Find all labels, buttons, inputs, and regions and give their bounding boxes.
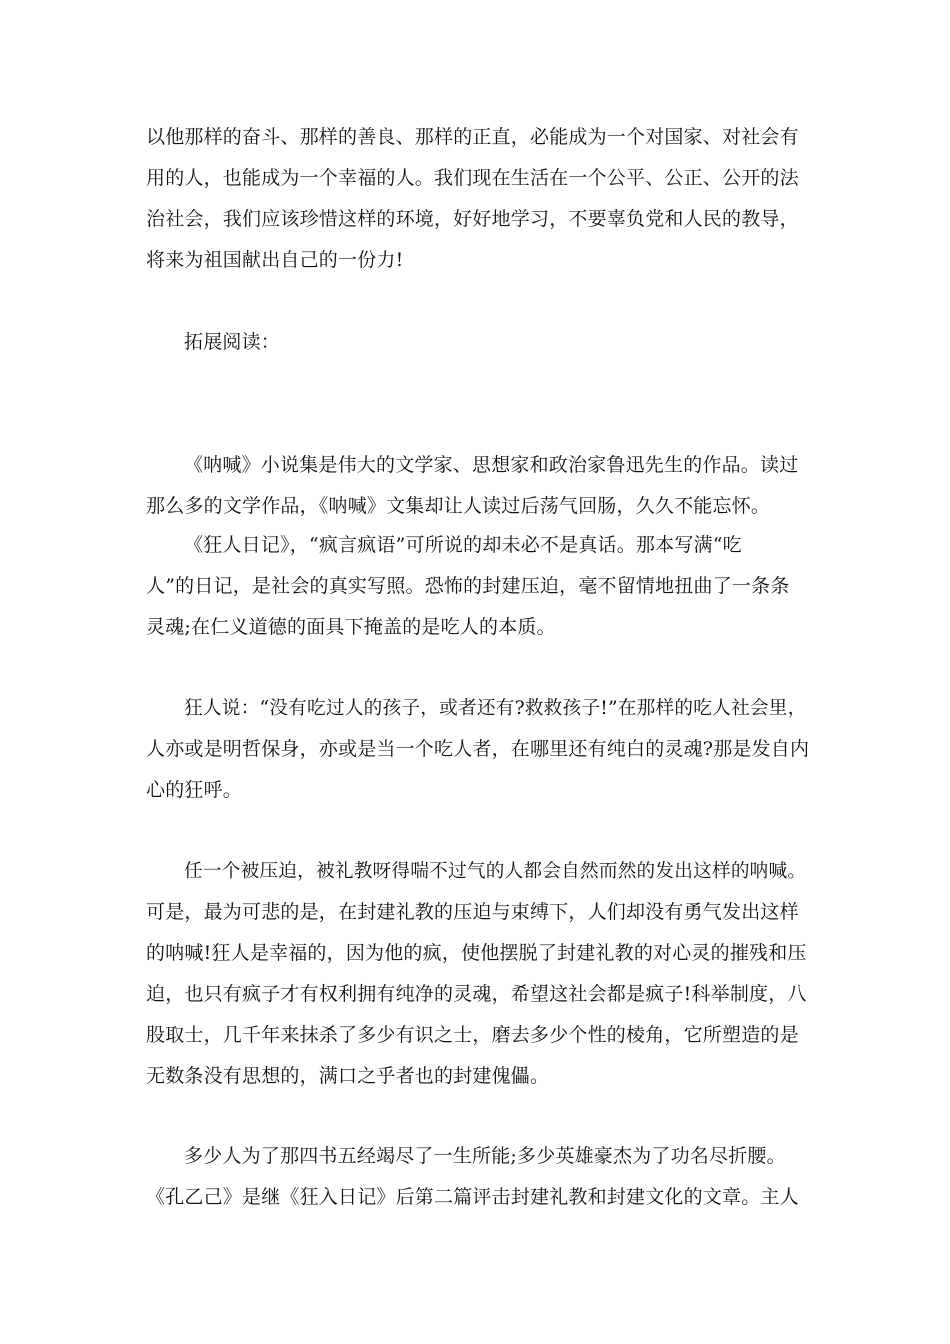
text-line: 《孔乙己》是继《狂入日记》后第二篇评击封建礼教和封建文化的文章。主人	[146, 1186, 799, 1208]
text-line: 拓展阅读：	[184, 331, 281, 353]
text-line: 以他那样的奋斗、那样的善良、那样的正直，必能成为一个对国家、对社会有	[146, 126, 799, 148]
text-line: 治社会，我们应该珍惜这样的环境，好好地学习，不要辜负党和人民的教导，	[146, 208, 799, 230]
section-heading	[146, 322, 810, 363]
text-line: 的呐喊!狂人是幸福的，因为他的疯，使他摆脱了封建礼教的对心灵的摧残和压	[146, 942, 807, 964]
text-line: 《呐喊》小说集是伟大的文学家、思想家和政治家鲁迅先生的作品。读过	[184, 454, 799, 476]
text-line: 灵魂;在仁义道德的面具下掩盖的是吃人的本质。	[146, 616, 556, 638]
paragraph-conclusion	[146, 117, 810, 281]
text-line: 将来为祖国献出自己的一份力!	[146, 249, 404, 271]
text-line: 股取士，几千年来抹杀了多少有识之士，磨去多少个性的棱角，它所塑造的是	[146, 1024, 799, 1046]
paragraph-diary	[146, 525, 810, 648]
text-line: 任一个被压迫，被礼教呀得喘不过气的人都会自然而然的发出这样的呐喊。	[184, 861, 807, 882]
text-line: 用的人，也能成为一个幸福的人。我们现在生活在一个公平、公正、公开的法	[146, 167, 799, 189]
text-line: 可是，最为可悲的是，在封建礼教的压迫与束缚下，人们却没有勇气发出这样	[146, 901, 799, 923]
text-line: 《狂人日记》，“疯言疯语”可所说的却未必不是真话。那本写满“吃	[184, 534, 742, 556]
text-line: 狂人说：“没有吃过人的孩子，或者还有?救救孩子!”在那样的吃人社会里，	[184, 698, 807, 719]
text-line: 多少人为了那四书五经竭尽了一生所能;多少英雄豪杰为了功名尽折腰。	[184, 1145, 786, 1167]
text-line: 那么多的文学作品，《呐喊》文集却让人读过后荡气回肠，久久不能忘怀。	[146, 495, 771, 517]
paragraph-oppression	[146, 851, 810, 1097]
paragraph-kong-yiji	[146, 1136, 810, 1218]
text-line: 无数条没有思想的，满口之乎者也的封建傀儡。	[146, 1065, 550, 1087]
text-line: 人亦或是明哲保身，亦或是当一个吃人者，在哪里还有纯白的灵魂?那是发自内	[146, 738, 810, 760]
text-line: 人”的日记，是社会的真实写照。恐怖的封建压迫，毫不留情地扭曲了一条条	[146, 575, 790, 597]
text-line: 心的狂呼。	[146, 779, 243, 801]
paragraph-madman-quote	[146, 688, 810, 811]
paragraph-intro	[146, 445, 810, 527]
text-line: 迫，也只有疯子才有权利拥有纯净的灵魂，希望这社会都是疯子!科举制度，八	[146, 983, 807, 1005]
